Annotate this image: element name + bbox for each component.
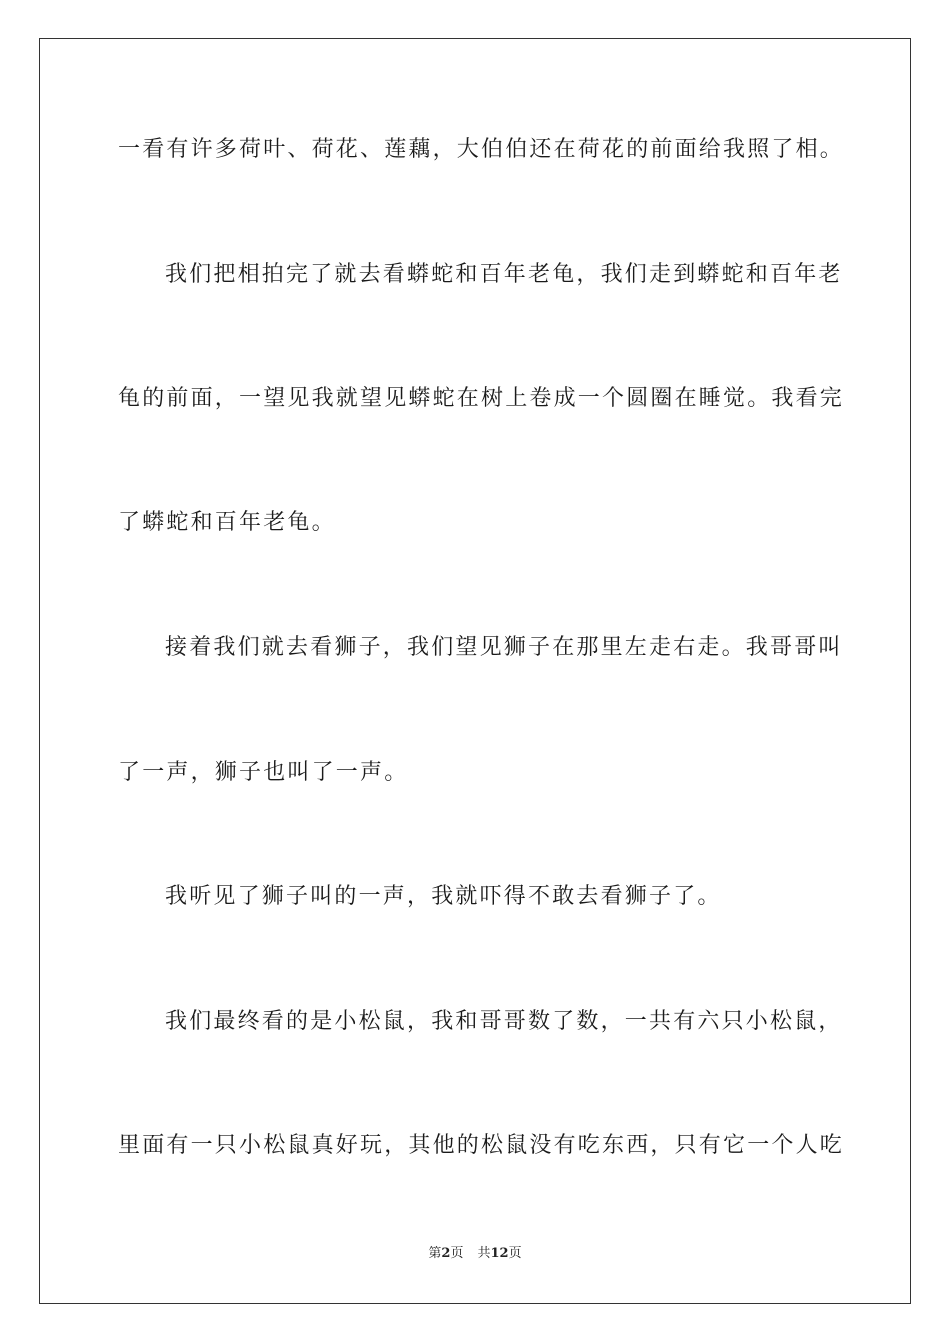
text-line-1: 一看有许多荷叶、荷花、莲藕，大伯伯还在荷花的前面给我照了相。 [118, 137, 845, 162]
text-line-9: 里面有一只小松鼠真好玩，其他的松鼠没有吃东西，只有它一个人吃 [118, 1133, 845, 1158]
page-border [39, 38, 911, 1304]
footer-page-suffix: 页 [450, 1246, 464, 1261]
text-line-5: 接着我们就去看狮子，我们望见狮子在那里左走右走。我哥哥叫 [165, 635, 843, 660]
text-line-2: 我们把相拍完了就去看蟒蛇和百年老龟，我们走到蟒蛇和百年老 [165, 262, 843, 287]
footer-total-prefix: 共 [477, 1246, 491, 1261]
text-line-8: 我们最终看的是小松鼠，我和哥哥数了数，一共有六只小松鼠， [165, 1009, 843, 1034]
text-line-6: 了一声，狮子也叫了一声。 [118, 760, 409, 785]
text-line-7: 我听见了狮子叫的一声，我就吓得不敢去看狮子了。 [165, 884, 722, 909]
text-line-4: 了蟒蛇和百年老龟。 [118, 510, 336, 535]
text-line-3: 龟的前面，一望见我就望见蟒蛇在树上卷成一个圆圈在睡觉。我看完 [118, 386, 845, 411]
footer-page-number: 2 [441, 1246, 451, 1261]
page-footer [0, 1245, 950, 1263]
footer-total-pages: 12 [490, 1246, 509, 1261]
footer-total-suffix: 页 [508, 1246, 522, 1261]
footer-page-prefix: 第 [428, 1246, 442, 1261]
